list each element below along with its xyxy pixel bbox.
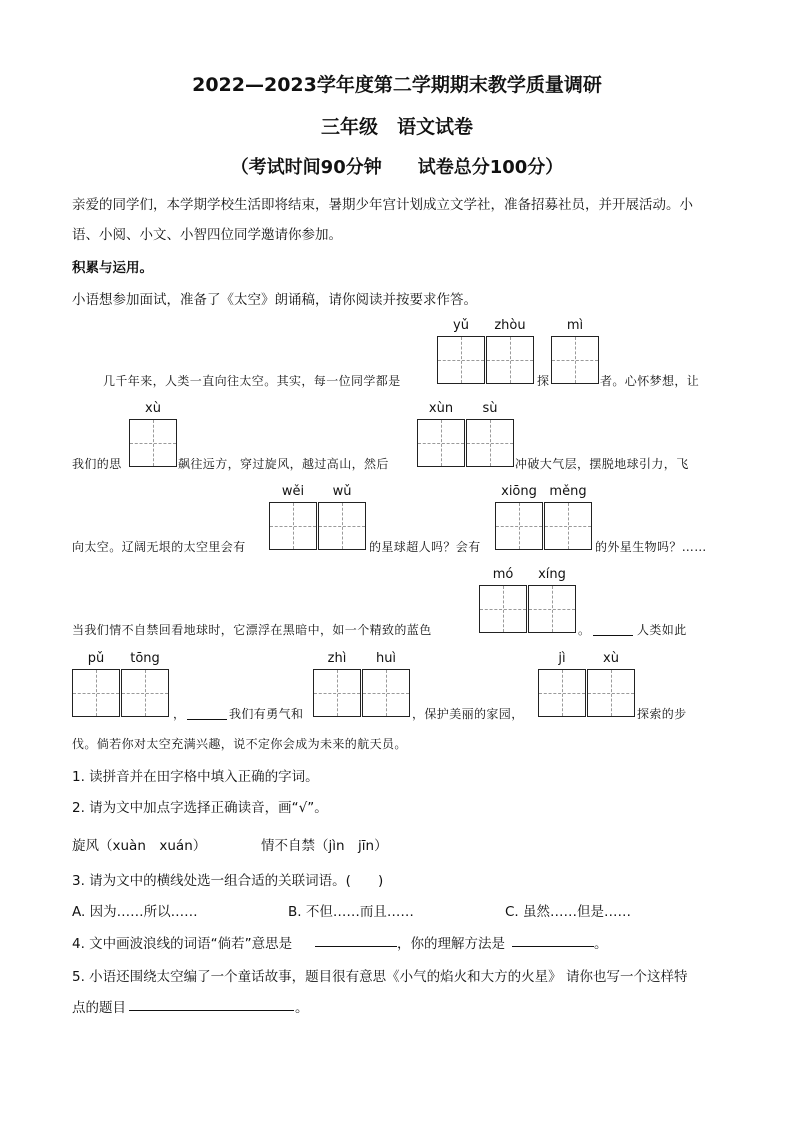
tianzige-box[interactable]: [362, 669, 410, 717]
section-heading: 积累与运用。: [72, 260, 153, 276]
pinyin-label: yǔ: [453, 318, 469, 333]
pinyin-label: zhòu: [494, 318, 526, 333]
answer-blank[interactable]: [593, 634, 633, 636]
passage-text: 飙往远方，穿过旋风，越过高山，然后: [178, 457, 389, 471]
pinyin-label: huì: [375, 651, 397, 666]
passage-text: ，: [173, 707, 186, 721]
tianzige-box[interactable]: [129, 419, 177, 467]
pinyin-label: xíng: [538, 567, 566, 582]
tianzige-box[interactable]: [551, 336, 599, 384]
question-2-option[interactable]: 情不自禁（jìn jīn）: [261, 838, 388, 854]
pinyin-label: xù: [603, 651, 619, 666]
question-5: 5. 小语还围绕太空编了一个童话故事，题目很有意思《小气的焰火和大方的火星》 请你也写一个这样特: [72, 969, 688, 985]
pinyin-label: wǔ: [332, 484, 352, 499]
question-1: 1. 读拼音并在田字格中填入正确的字词。: [72, 769, 319, 785]
pinyin-label: mó: [492, 567, 514, 582]
tianzige-box[interactable]: [538, 669, 586, 717]
pinyin-label: zhì: [327, 651, 347, 666]
pinyin-label: xù: [145, 401, 161, 416]
exam-subtitle: 三年级 语文试卷: [320, 116, 473, 138]
passage-text: 当我们情不自禁回看地球时，它漂浮在黑暗中，如一个精致的蓝色: [72, 623, 432, 637]
passage-text: 的星球超人吗？会有: [369, 540, 481, 554]
answer-blank[interactable]: [129, 1009, 294, 1011]
question-4-text: ，你的理解方法是: [397, 936, 505, 952]
pinyin-label: xiōng: [501, 484, 537, 499]
passage-text: 几千年来，人类一直向往太空。其实，每一位同学都是: [103, 374, 401, 388]
tianzige-box[interactable]: [479, 585, 527, 633]
pinyin-label: pǔ: [87, 651, 105, 666]
exam-title: 2022—2023学年度第二学期期末教学质量调研: [192, 74, 602, 96]
pinyin-label: xùn: [428, 401, 454, 416]
tianzige-box[interactable]: [269, 502, 317, 550]
passage-text: 探索的步: [637, 707, 687, 721]
answer-blank[interactable]: [187, 718, 227, 720]
tianzige-box[interactable]: [466, 419, 514, 467]
passage-text: 者。心怀梦想，让: [600, 374, 700, 388]
pinyin-label: sù: [482, 401, 498, 416]
passage-text: 伐。倘若你对太空充满兴趣，说不定你会成为未来的航天员。: [72, 737, 407, 751]
intro-line-1: 亲爱的同学们，本学期学校生活即将结束，暑期少年宫计划成立文学社，准备招募社员，并开展活动。小: [72, 197, 693, 213]
pinyin-label: měng: [549, 484, 587, 499]
tianzige-box[interactable]: [417, 419, 465, 467]
pinyin-label: wěi: [281, 484, 305, 499]
question-3-option-a[interactable]: A. 因为……所以……: [72, 904, 198, 920]
passage-text: 我们有勇气和: [229, 707, 304, 721]
pinyin-label: tōng: [130, 651, 160, 666]
question-5-text: 点的题目: [72, 1000, 126, 1016]
task-instruction: 小语想参加面试，准备了《太空》朗诵稿，请你阅读并按要求作答。: [72, 292, 477, 308]
tianzige-box[interactable]: [72, 669, 120, 717]
passage-text: 冲破大气层，摆脱地球引力，飞: [515, 457, 689, 471]
question-2-option[interactable]: 旋风（xuàn xuán）: [72, 838, 207, 854]
question-3: 3. 请为文中的横线处选一组合适的关联词语。( ): [72, 873, 384, 889]
tianzige-box[interactable]: [121, 669, 169, 717]
passage-text: ，保护美丽的家园，: [412, 707, 524, 721]
question-4-text: 。: [594, 936, 608, 952]
answer-blank[interactable]: [315, 945, 397, 947]
exam-info: （考试时间90分钟 试卷总分100分）: [230, 157, 564, 178]
question-2: 2. 请为文中加点字选择正确读音，画“√”。: [72, 800, 328, 816]
passage-text: 探: [537, 374, 550, 388]
tianzige-box[interactable]: [437, 336, 485, 384]
tianzige-box[interactable]: [544, 502, 592, 550]
tianzige-box[interactable]: [495, 502, 543, 550]
tianzige-box[interactable]: [313, 669, 361, 717]
passage-text: 。: [578, 623, 591, 637]
tianzige-box[interactable]: [587, 669, 635, 717]
question-3-option-c[interactable]: C. 虽然……但是……: [505, 904, 632, 920]
question-3-option-b[interactable]: B. 不但……而且……: [288, 904, 414, 920]
question-5-text: 。: [295, 1000, 309, 1016]
tianzige-box[interactable]: [486, 336, 534, 384]
passage-text: 的外星生物吗？……: [595, 540, 707, 554]
answer-blank[interactable]: [512, 945, 594, 947]
intro-line-2: 语、小阅、小文、小智四位同学邀请你参加。: [72, 227, 342, 243]
passage-text: 人类如此: [637, 623, 687, 637]
tianzige-box[interactable]: [528, 585, 576, 633]
passage-text: 我们的思: [72, 457, 122, 471]
passage-text: 向太空。辽阔无垠的太空里会有: [72, 540, 246, 554]
pinyin-label: jì: [558, 651, 566, 666]
pinyin-label: mì: [566, 318, 584, 333]
question-4: 4. 文中画波浪线的词语“倘若”意思是: [72, 936, 293, 952]
tianzige-box[interactable]: [318, 502, 366, 550]
